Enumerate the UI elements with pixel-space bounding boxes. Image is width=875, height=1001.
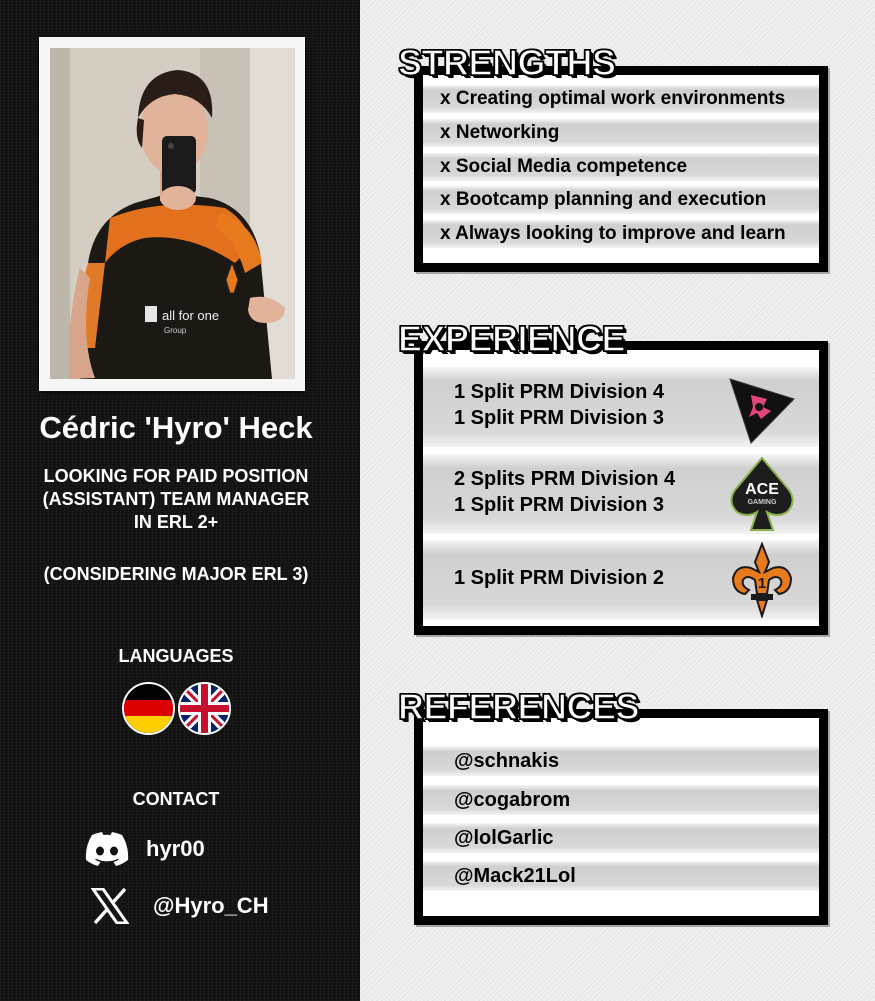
strength-item: x Bootcamp planning and execution	[423, 186, 819, 214]
ace-gaming-logo	[725, 456, 799, 532]
references-box	[414, 709, 828, 925]
discord-handle: hyr00	[146, 836, 205, 861]
ace-logo-subtext: GAMING	[747, 499, 777, 506]
contact-discord[interactable]	[84, 829, 205, 869]
reference-item: @Mack21Lol	[423, 861, 819, 891]
experience-line: 1 Split PRM Division 2	[454, 567, 665, 589]
triangle-team-logo	[725, 371, 799, 447]
discord-icon	[84, 829, 130, 869]
language-flags	[122, 682, 232, 736]
experience-line: 2 Splits PRM Division 4	[454, 468, 676, 490]
jersey-sponsor-subtext: Group	[164, 326, 187, 335]
considering-note: (CONSIDERING MAJOR ERL 3)	[43, 564, 309, 584]
languages-heading: LANGUAGES	[118, 646, 234, 666]
seeking-line: IN ERL 2+	[133, 512, 219, 532]
experience-entry	[423, 454, 819, 534]
seeking-line: LOOKING FOR PAID POSITION	[43, 466, 309, 486]
strengths-heading: STRENGTHS	[398, 42, 616, 83]
reference-item: @cogabrom	[423, 785, 819, 815]
strength-item: x Always looking to improve and learn	[423, 220, 819, 248]
experience-heading: EXPERIENCE	[398, 318, 626, 359]
references-heading: REFERENCES	[398, 686, 640, 727]
reference-item: @lolGarlic	[423, 823, 819, 853]
seeking-line: (ASSISTANT) TEAM MANAGER	[42, 489, 310, 509]
profile-sidebar	[0, 0, 360, 1001]
reference-item: @schnakis	[423, 746, 819, 776]
fleur-de-lis-logo	[725, 542, 799, 618]
strength-item: x Creating optimal work environments	[423, 85, 819, 113]
strength-item: x Social Media competence	[423, 153, 819, 181]
experience-line: 1 Split PRM Division 3	[454, 494, 665, 516]
ace-logo-text: ACE	[745, 481, 779, 498]
strength-item: x Networking	[423, 119, 819, 147]
contact-heading: CONTACT	[132, 789, 220, 809]
seeking-statement	[0, 465, 352, 534]
profile-photo	[50, 48, 295, 379]
experience-entry	[423, 540, 819, 620]
experience-line: 1 Split PRM Division 4	[454, 381, 665, 403]
united-kingdom-flag-icon	[178, 682, 231, 735]
germany-flag-icon	[122, 682, 175, 735]
strengths-box	[414, 66, 828, 272]
experience-line: 1 Split PRM Division 3	[454, 407, 665, 429]
experience-entry	[423, 367, 819, 447]
fleur-logo-text: 1	[757, 575, 767, 592]
contact-x[interactable]	[87, 886, 269, 926]
profile-photo-frame	[39, 37, 305, 391]
x-handle: @Hyro_CH	[153, 893, 269, 918]
jersey-sponsor-text: all for one	[162, 308, 220, 323]
profile-name: Cédric 'Hyro' Heck	[39, 410, 313, 445]
x-icon	[87, 886, 133, 926]
experience-box	[414, 341, 828, 635]
